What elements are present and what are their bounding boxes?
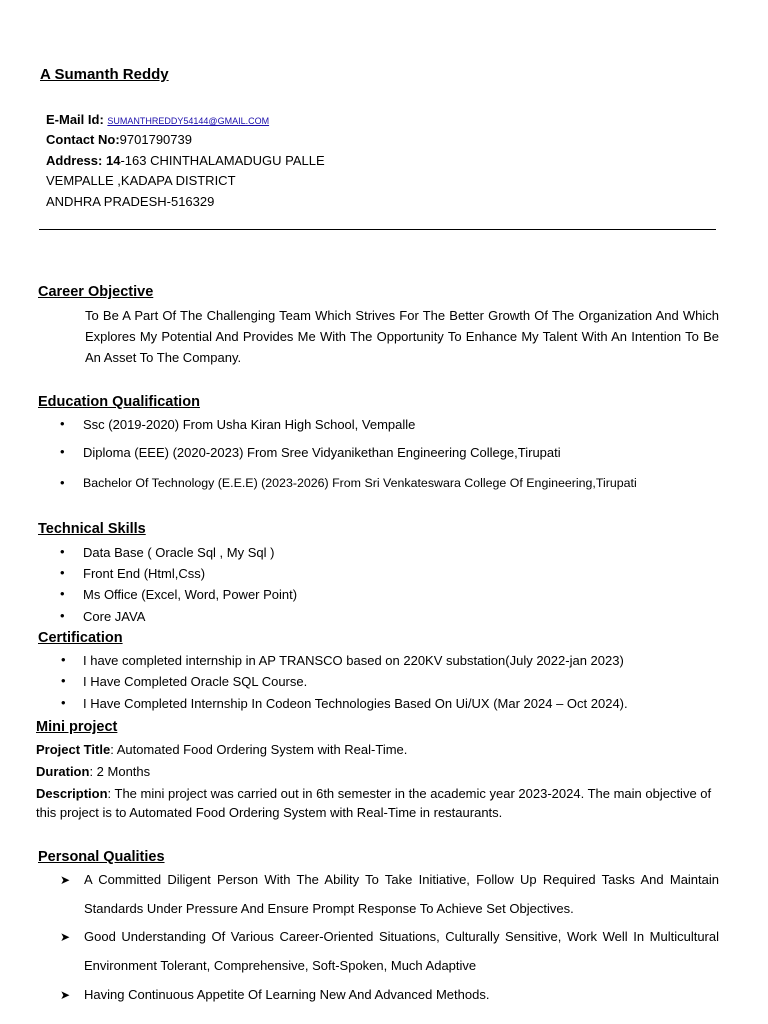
contact-line [46,131,192,149]
bullet-icon: • [60,586,65,601]
address-line-2: VEMPALLE ,KADAPA DISTRICT [46,173,236,188]
duration-value: : 2 Months [89,764,151,779]
address-label: Address: [46,153,103,168]
email-line [46,111,269,130]
bullet-icon: • [60,444,65,459]
description-paragraph [36,784,730,822]
bullet-icon: • [60,416,65,431]
bullet-icon: • [60,565,65,580]
certification-heading: Certification [38,630,123,646]
description-value: : The mini project was carried out in 6th semester in the academic year 2023-2024. The main objective of this project is to Automated Food Ordering System with Real-Time in restaurants. [36,786,712,820]
arrow-bullet-icon: ➤ [60,930,71,944]
duration-line [36,763,150,781]
bullet-icon: • [61,652,66,667]
duration-label: Duration [36,764,90,779]
address-number: 14 [105,153,121,168]
mini-project-heading: Mini project [36,719,118,735]
project-title-line [36,741,407,759]
email-link[interactable]: SUMANTHREDDY54144@GMAIL.COM [107,116,270,126]
project-title-value: : Automated Food Ordering System with Real-Time. [110,742,408,757]
career-objective-heading: Career Objective [38,284,154,300]
quality-item: Having Continuous Appetite Of Learning New And Advanced Methods. [84,987,490,1002]
project-title-label: Project Title [36,742,111,757]
bullet-icon: • [60,475,65,490]
quality-item: Good Understanding Of Various Career-Oriented Situations, Culturally Sensitive, Work Well In Multicultural Environment Tolerant, Comprehensive, Soft-Spoken, Much Adaptive [84,929,719,973]
career-objective-text: To Be A Part Of The Challenging Team Which Strives For The Better Growth Of The Organization And Which Explores My Potential And Provides Me With The Opportunity To Enhance My Talent With An Intention To Be An Asset To The Company. [85,308,719,365]
personal-qualities-heading: Personal Qualities [38,849,165,865]
address-line-1 [46,152,325,170]
address-text-1: -163 CHINTHALAMADUGU PALLE [120,153,325,168]
bullet-icon: • [61,673,66,688]
contact-label: Contact No: [46,132,120,147]
header-divider [39,229,716,230]
contact-number: 9701790739 [119,132,192,147]
education-heading: Education Qualification [38,394,200,410]
email-label: E-Mail Id: [46,112,104,127]
candidate-name: A Sumanth Reddy [40,66,169,83]
arrow-bullet-icon: ➤ [60,988,71,1002]
bullet-icon: • [60,544,65,559]
arrow-bullet-icon: ➤ [60,873,71,887]
quality-item: A Committed Diligent Person With The Ability To Take Initiative, Follow Up Required Tasks And Maintain Standards Under Pressure And Ensure Prompt Response To Achieve Set Objectives. [84,872,719,916]
bullet-icon: • [60,608,65,623]
bullet-icon: • [61,695,66,710]
address-line-3: ANDHRA PRADESH-516329 [46,194,215,209]
technical-skills-heading: Technical Skills [38,521,146,537]
description-label: Description [36,786,108,801]
